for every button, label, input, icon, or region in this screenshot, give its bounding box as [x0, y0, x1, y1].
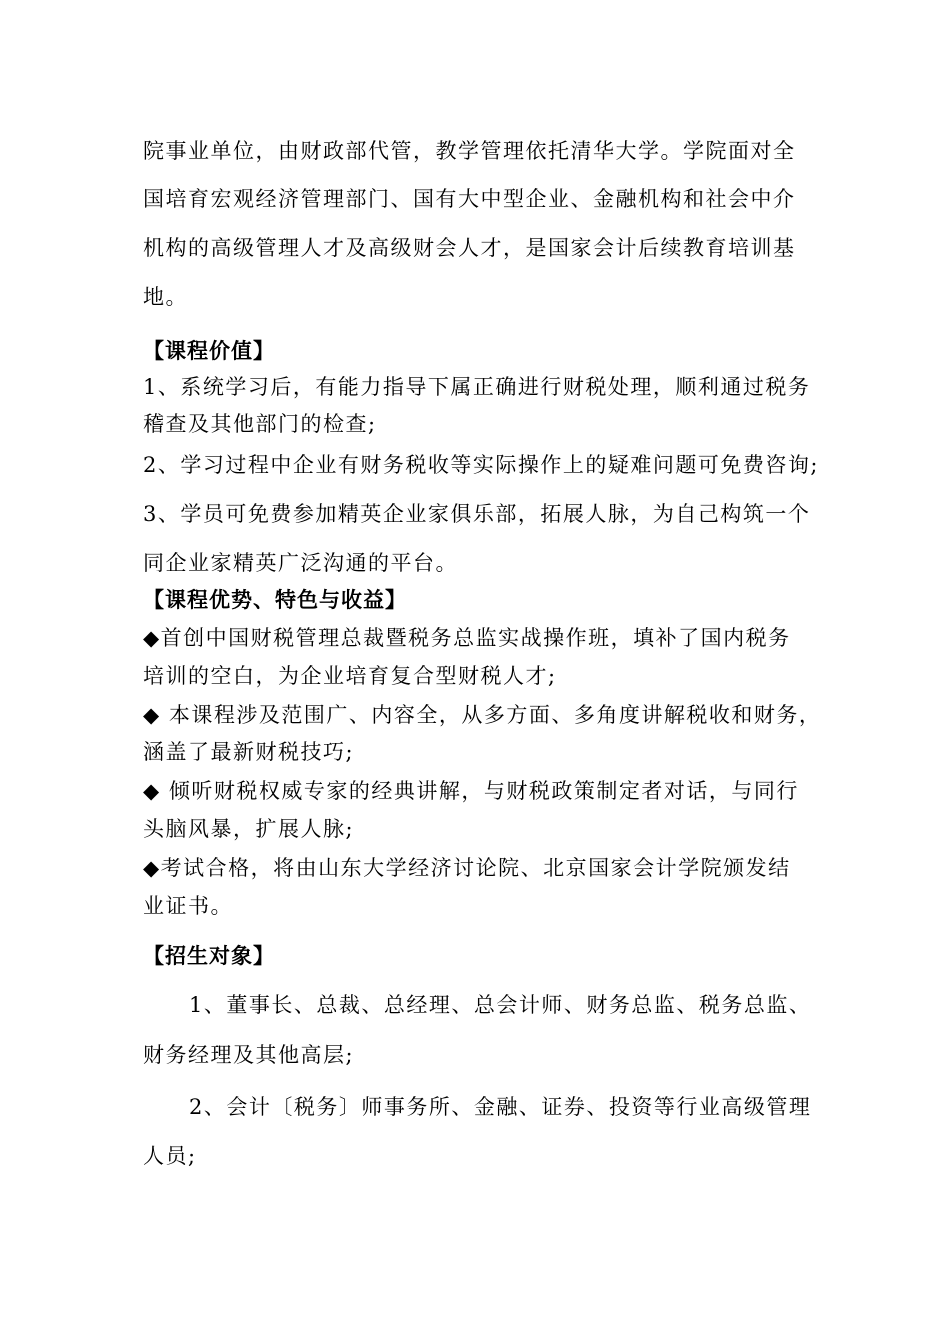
advantages-line-7: ◆考试合格，将由山东大学经济讨论院、北京国家会计学院颁发结 [143, 856, 791, 880]
advantages-heading: 【课程优势、特色与收益】 [143, 588, 407, 612]
course-value-heading: 【课程价值】 [143, 339, 275, 363]
intro-line-2: 国培育宏观经济管理部门、国有大中型企业、金融机构和社会中介 [143, 187, 796, 211]
enrollment-line-3: 2、会计〔税务〕师事务所、金融、证券、投资等行业高级管理 [189, 1095, 812, 1119]
course-value-line-2: 稽查及其他部门的检查; [143, 412, 377, 436]
course-value-line-5: 同企业家精英广泛沟通的平台。 [143, 551, 458, 575]
intro-line-4: 地。 [143, 285, 188, 309]
enrollment-line-1: 1、董事长、总裁、总经理、总会计师、财务总监、税务总监、 [189, 993, 812, 1017]
intro-line-1: 院事业单位，由财政部代管，教学管理依托清华大学。学院面对全 [143, 139, 796, 163]
advantages-line-4: 涵盖了最新财税技巧; [143, 740, 355, 764]
advantages-line-5: ◆ 倾听财税权威专家的经典讲解，与财税政策制定者对话，与同行 [143, 779, 799, 803]
course-value-line-3: 2、学习过程中企业有财务税收等实际操作上的疑难问题可免费咨询; [143, 453, 819, 477]
enrollment-heading: 【招生对象】 [143, 944, 275, 968]
advantages-line-8: 业证书。 [143, 894, 233, 918]
course-value-line-4: 3、学员可免费参加精英企业家俱乐部，拓展人脉，为自己构筑一个 [143, 502, 811, 526]
enrollment-line-4: 人员; [143, 1144, 197, 1168]
advantages-line-1: ◆首创中国财税管理总裁暨税务总监实战操作班，填补了国内税务 [143, 626, 791, 650]
advantages-line-2: 培训的空白，为企业培育复合型财税人才; [143, 664, 557, 688]
advantages-line-6: 头脑风暴，扩展人脉; [143, 817, 355, 841]
advantages-line-3: ◆ 本课程涉及范围广、内容全，从多方面、多角度讲解税收和财务， [143, 703, 822, 727]
intro-line-3: 机构的高级管理人才及高级财会人才，是国家会计后续教育培训基 [143, 236, 796, 260]
enrollment-line-2: 财务经理及其他高层; [143, 1043, 355, 1067]
course-value-line-1: 1、系统学习后，有能力指导下属正确进行财税处理，顺利通过税务 [143, 375, 811, 399]
